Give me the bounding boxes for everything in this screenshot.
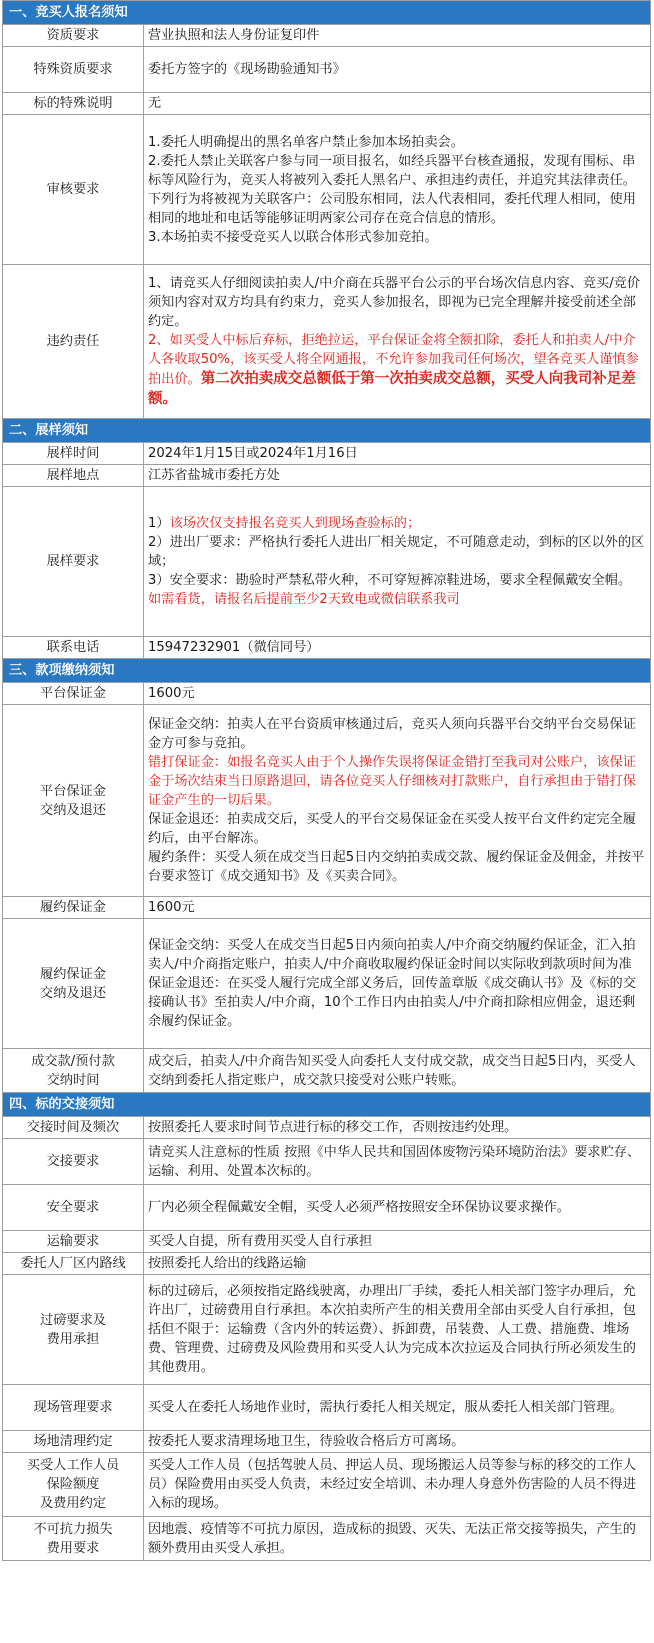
row-label: 运输要求	[3, 1231, 144, 1253]
row-label: 履约保证金	[3, 897, 144, 919]
row-label-line: 交纳及退还	[40, 802, 106, 818]
table-row	[3, 115, 651, 265]
table-row	[3, 637, 651, 659]
row-label: 委托人厂区内路线	[3, 1253, 144, 1275]
table-row	[3, 443, 651, 465]
row-value: 厂内必须全程佩戴安全帽，买受人必须严格按照安全环保协议要求操作。	[144, 1185, 651, 1231]
row-label: 展样要求	[3, 487, 144, 637]
deposit-misdirected: 错打保证金：如报名竞买人由于个人操作失误将保证金错打至我司对公账户，该保证金于场次结束当日原路退回，请各位竞买人仔细核对打款账户，自行承担由于错打保证金产生的一切后果。	[148, 755, 636, 808]
liability-clause-3: 第二次拍卖成交总额低于第一次拍卖成交总额，买受人向我司补足差额。	[148, 370, 636, 407]
row-value: 1600元	[144, 897, 651, 919]
table-row	[3, 487, 651, 637]
row-value: 买受人自提，所有费用买受人自行承担	[144, 1231, 651, 1253]
row-value: 买受人工作人员（包括驾驶人员、押运人员、现场搬运人员等参与标的移交的工作人员）保险费用由买受人负责，未经过安全培训、未办理人身意外伤害险的人员不得进入标的现场。	[144, 1453, 651, 1517]
table-row	[3, 683, 651, 705]
liability-clause-1: 1、请竞买人仔细阅读拍卖人/中介商在兵器平台公示的平台场次信息内容、竞买/竞价须知内容对双方均具有约束力，竞买人参加报名，即视为已完全理解并接受前述全部约定。	[148, 276, 641, 329]
row-label	[3, 1275, 144, 1385]
row-value: 按照委托人给出的线路运输	[144, 1253, 651, 1275]
table-row	[3, 1275, 651, 1385]
section-header-row	[3, 1093, 651, 1117]
audit-rule-3: 3.本场拍卖不接受竞买人以联合体形式参加竞拍。	[148, 229, 438, 245]
row-value: 江苏省盐城市委托方处	[144, 465, 651, 487]
display-rule-2: 2）进出厂要求：严格执行委托人进出厂相关规定，不可随意走动，到标的区以外的区域；	[148, 535, 645, 569]
row-label: 联系电话	[3, 637, 144, 659]
display-rule-1-text: 该场次仅支持报名竞买人到现场查验标的；	[169, 516, 421, 531]
table-row	[3, 465, 651, 487]
table-row	[3, 705, 651, 897]
table-row	[3, 1453, 651, 1517]
row-label-line: 费用承担	[46, 1331, 100, 1347]
section-title-handover: 四、标的交接须知	[3, 1093, 651, 1117]
row-label-line: 履约保证金	[40, 966, 106, 982]
row-label-line: 买受人工作人员	[26, 1458, 120, 1473]
row-label: 违约责任	[3, 265, 144, 419]
performance-deposit-payment: 保证金交纳：买受人在成交当日起5日内须向拍卖人/中介商交纳履约保证金，汇入拍卖人/中介商指定账户，拍卖人/中介商收取履约保证金时间以实际收到款项时间为准	[148, 938, 636, 972]
display-rule-1-num: 1）	[148, 516, 170, 531]
table-row	[3, 1431, 651, 1453]
table-row	[3, 25, 651, 47]
row-label	[3, 1453, 144, 1517]
row-label-line: 交纳及退还	[40, 985, 106, 1001]
row-label-line: 保险额度	[46, 1477, 100, 1492]
row-label: 标的特殊说明	[3, 93, 144, 115]
deposit-refund: 保证金退还：拍卖成交后，买受人的平台交易保证金在买受人按平台文件约定完全履约后，由平台解冻。	[148, 812, 636, 846]
row-label: 展样时间	[3, 443, 144, 465]
row-label	[3, 919, 144, 1049]
row-label	[3, 705, 144, 897]
row-label: 资质要求	[3, 25, 144, 47]
row-label: 场地清理约定	[3, 1431, 144, 1453]
row-value	[144, 487, 651, 637]
table-row	[3, 919, 651, 1049]
table-row	[3, 1517, 651, 1561]
row-value: 委托方签字的《现场勘验通知书》	[144, 47, 651, 93]
deposit-payment: 保证金交纳：拍卖人在平台资质审核通过后，竞买人须向兵器平台交纳平台交易保证金方可参与竞拍。	[148, 717, 636, 751]
display-rule-1	[148, 514, 646, 533]
performance-deposit-refund: 保证金退还：在买受人履行完成全部义务后，回传盖章版《成交确认书》及《标的交接确认书》至拍卖人/中介商，10个工作日内由拍卖人/中介商扣除相应佣金，退还剩余履约保证金。	[148, 976, 636, 1029]
table-row	[3, 1231, 651, 1253]
performance-conditions: 履约条件：买受人须在成交当日起5日内交纳拍卖成交款、履约保证金及佣金，并按平台要求签订《成交通知书》及《买卖合同》。	[148, 850, 645, 884]
row-label: 展样地点	[3, 465, 144, 487]
row-value: 买受人在委托人场地作业时，需执行委托人相关规定，服从委托人相关部门管理。	[144, 1385, 651, 1431]
row-label-line: 过磅要求及	[40, 1312, 106, 1328]
row-value: 营业执照和法人身份证复印件	[144, 25, 651, 47]
row-value	[144, 919, 651, 1049]
row-value: 请竞买人注意标的性质 按照《中华人民共和国固体废物污染环境防治法》要求贮存、运输、利用、处置本次标的。	[144, 1139, 651, 1185]
contact-phone: 15947232901（微信同号）	[144, 637, 651, 659]
section-header-row	[3, 1, 651, 25]
table-row	[3, 1139, 651, 1185]
row-value: 1600元	[144, 683, 651, 705]
row-value: 因地震、疫情等不可抗力原因，造成标的损毁、灭失、无法正常交接等损失，产生的额外费用由买受人承担。	[144, 1517, 651, 1561]
row-label: 安全要求	[3, 1185, 144, 1231]
row-label	[3, 1049, 144, 1093]
table-row	[3, 1185, 651, 1231]
row-label: 现场管理要求	[3, 1385, 144, 1431]
table-row	[3, 897, 651, 919]
row-value	[144, 265, 651, 419]
row-value: 按照委托人要求时间节点进行标的移交工作，否则按违约处理。	[144, 1117, 651, 1139]
section-header-row	[3, 419, 651, 443]
row-value	[144, 705, 651, 897]
liability-clause-2: 2、如买受人中标后弃标，拒绝拉运，平台保证金将全额扣除，委托人和拍卖人/中介人各收取50%，该买受人将全网通报，不允许参加我司任何场次，望各竞买人谨慎参拍出价。	[148, 333, 639, 387]
row-label-line: 及费用约定	[40, 1496, 106, 1511]
row-label-line: 交纳时间	[46, 1072, 100, 1088]
audit-rule-1: 1.委托人明确提出的黑名单客户禁止参加本场拍卖会。	[148, 134, 464, 150]
row-label-line: 成交款/预付款	[31, 1053, 115, 1069]
table-row	[3, 265, 651, 419]
row-value: 成交后，拍卖人/中介商告知买受人向委托人支付成交款，成交当日起5日内，买受人交纳到委托人指定账户，成交款只接受对公账户转账。	[144, 1049, 651, 1093]
row-label: 交接时间及频次	[3, 1117, 144, 1139]
row-label: 平台保证金	[3, 683, 144, 705]
row-value	[144, 115, 651, 265]
table-row	[3, 93, 651, 115]
row-label-line: 平台保证金	[40, 783, 106, 799]
table-row	[3, 1117, 651, 1139]
liability-clause-2-wrap	[148, 331, 646, 409]
row-label-line: 不可抗力损失	[33, 1521, 113, 1537]
row-label	[3, 1517, 144, 1561]
section-title-payment: 三、款项缴纳须知	[3, 659, 651, 683]
row-label: 特殊资质要求	[3, 47, 144, 93]
row-label: 审核要求	[3, 115, 144, 265]
notice-table	[2, 0, 651, 1561]
row-label: 交接要求	[3, 1139, 144, 1185]
row-value: 按委托人要求清理场地卫生，待验收合格后方可离场。	[144, 1431, 651, 1453]
display-rule-3: 3）安全要求：勘验时严禁私带火种，不可穿短裤凉鞋进场，要求全程佩戴安全帽。	[148, 573, 632, 588]
display-rule-4: 如需看货，请报名后提前至少2天致电或微信联系我司	[148, 592, 460, 607]
row-value: 标的过磅后，必须按指定路线驶离，办理出厂手续，委托人相关部门签字办理后，允许出厂，过磅费用自行承担。本次拍卖所产生的相关费用全部由买受人自行承担，包括但不限于：运输费（含内外的转运费）、拆卸费，吊装费、人工费、措施费、堆场费、管理费、过磅费及风险费用和买受人认为完成本次拉运及合同执行所必须发生的其他费用。	[144, 1275, 651, 1385]
section-title-sample-display: 二、展样须知	[3, 419, 651, 443]
row-value: 2024年1月15日或2024年1月16日	[144, 443, 651, 465]
table-row	[3, 1253, 651, 1275]
section-header-row	[3, 659, 651, 683]
table-row	[3, 1385, 651, 1431]
row-value: 无	[144, 93, 651, 115]
audit-rule-2: 2.委托人禁止关联客户参与同一项目报名，如经兵器平台核查通报，发现有围标、串标等风险行为，竞买人将被列入委托人黑名户、承担违约责任，并追究其法律责任。下列行为将被视为关联客户：公司股东相同，法人代表相同，委托代理人相同，使用相同的地址和电话等能够证明两家公司存在竞合信息的情形。	[148, 153, 636, 226]
row-label-line: 费用要求	[46, 1540, 100, 1556]
section-title-bidder-registration: 一、竞买人报名须知	[3, 1, 651, 25]
table-row	[3, 1049, 651, 1093]
table-row	[3, 47, 651, 93]
